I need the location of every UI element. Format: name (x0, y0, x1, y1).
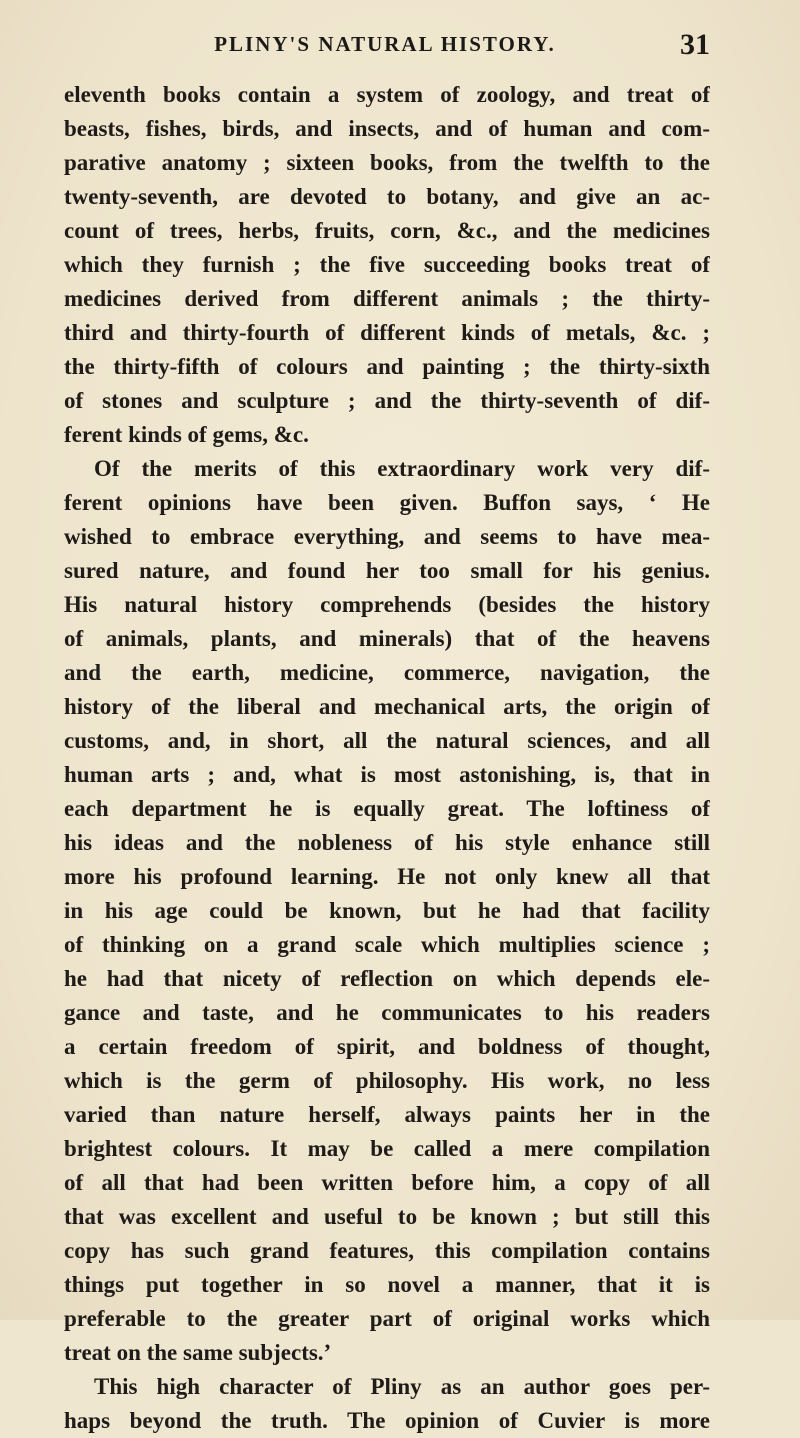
text-line: ferent opinions have been given. Buffon says, ‘ He (64, 490, 710, 515)
text-line: His natural history comprehends (besides the history (64, 592, 710, 617)
text-line: twenty-seventh, are devoted to botany, and give an ac- (64, 184, 710, 209)
text-line: beasts, fishes, birds, and insects, and of human and com- (64, 116, 710, 141)
text-line: gance and taste, and he communicates to his readers (64, 1000, 710, 1025)
text-line: of animals, plants, and minerals) that of the heavens (64, 626, 710, 651)
text-line: medicines derived from different animals ; the thirty- (64, 286, 710, 311)
text-line: which they furnish ; the five succeeding books treat of (64, 252, 710, 277)
text-line: a certain freedom of spirit, and boldness of thought, (64, 1034, 710, 1059)
text-line: parative anatomy ; sixteen books, from the twelfth to the (64, 150, 710, 175)
text-line: things put together in so novel a manner, that it is (64, 1272, 710, 1297)
text-line: his ideas and the nobleness of his style enhance still (64, 830, 710, 855)
running-title: PLINY'S NATURAL HISTORY. (214, 32, 556, 56)
text-line: customs, and, in short, all the natural sciences, and all (64, 728, 710, 753)
text-line: third and thirty-fourth of different kinds of metals, &c. ; (64, 320, 710, 345)
page-number: 31 (680, 28, 710, 61)
text-line: human arts ; and, what is most astonishing, is, that in (64, 762, 710, 787)
text-line: haps beyond the truth. The opinion of Cuvier is more (64, 1408, 710, 1433)
text-line: ferent kinds of gems, &c. (64, 422, 309, 447)
text-line: eleventh books contain a system of zoology, and treat of (64, 82, 710, 107)
text-line: treat on the same subjects.’ (64, 1340, 332, 1365)
text-line: This high character of Pliny as an author goes per- (94, 1374, 710, 1399)
text-line: of stones and sculpture ; and the thirty-seventh of dif- (64, 388, 710, 413)
text-line: brightest colours. It may be called a mere compilation (64, 1136, 710, 1161)
text-line: the thirty-fifth of colours and painting ; the thirty-sixth (64, 354, 710, 379)
running-head (60, 30, 710, 64)
text-line: in his age could be known, but he had that facility (64, 898, 710, 923)
text-line: Of the merits of this extraordinary work very dif- (94, 456, 710, 481)
text-line: history of the liberal and mechanical arts, the origin of (64, 694, 710, 719)
text-line: copy has such grand features, this compilation contains (64, 1238, 710, 1263)
text-line: that was excellent and useful to be known ; but still this (64, 1204, 710, 1229)
text-line: of thinking on a grand scale which multiplies science ; (64, 932, 710, 957)
text-line: and the earth, medicine, commerce, navigation, the (64, 660, 710, 685)
text-line: count of trees, herbs, fruits, corn, &c., and the medicines (64, 218, 710, 243)
text-line: sured nature, and found her too small for his genius. (64, 558, 710, 583)
text-line: preferable to the greater part of original works which (64, 1306, 710, 1331)
text-line: varied than nature herself, always paints her in the (64, 1102, 710, 1127)
text-line: more his profound learning. He not only knew all that (64, 864, 710, 889)
text-line: which is the germ of philosophy. His work, no less (64, 1068, 710, 1093)
text-line: of all that had been written before him, a copy of all (64, 1170, 710, 1195)
text-line: each department he is equally great. The loftiness of (64, 796, 710, 821)
text-line: wished to embrace everything, and seems to have mea- (64, 524, 710, 549)
body-text (64, 78, 710, 1438)
text-line: he had that nicety of reflection on which depends ele- (64, 966, 710, 991)
